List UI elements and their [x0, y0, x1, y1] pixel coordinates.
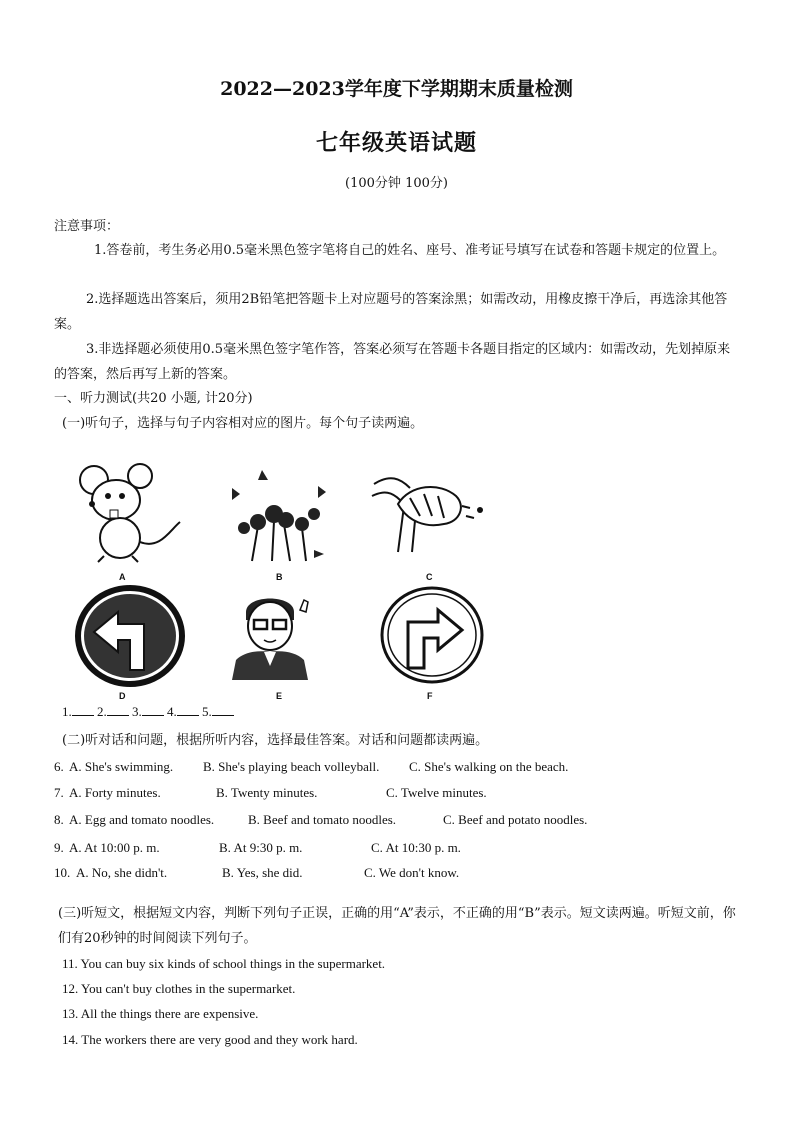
blank-label-2: 2.: [97, 704, 107, 719]
section-listening-title: 一、听力测试(共20 小题, 计20分): [54, 391, 253, 406]
picture-label-c: C: [426, 572, 433, 582]
q7-option-b: B. Twenty minutes.: [216, 785, 318, 800]
exam-time-score: (100分钟 100分): [345, 176, 448, 191]
blank-label-4: 4.: [167, 704, 177, 719]
q14: 14. The workers there are very good and they work hard.: [62, 1032, 358, 1047]
q7-option-c: C. Twelve minutes.: [386, 785, 487, 800]
q12: 12. You can't buy clothes in the supermarket.: [62, 981, 296, 996]
q10-num: 10.: [54, 865, 71, 880]
notes-heading: 注意事项：: [54, 219, 120, 234]
blank-label-5: 5.: [202, 704, 212, 719]
q6-option-c: C. She's walking on the beach.: [409, 759, 569, 774]
q6-option-b: B. She's playing beach volleyball.: [203, 759, 380, 774]
q10-option-b: B. Yes, she did.: [222, 865, 303, 880]
picture-label-a: A: [119, 572, 126, 582]
q9-option-a: A. At 10:00 p. m.: [69, 840, 160, 855]
blank-5[interactable]: [212, 715, 234, 716]
q8-num: 8.: [54, 812, 64, 827]
blank-3[interactable]: [142, 715, 164, 716]
teacher-man-icon: [224, 590, 324, 680]
q10-option-c: C. We don't know.: [364, 865, 460, 880]
blank-1[interactable]: [72, 715, 94, 716]
part2-title: (二)听对话和问题，根据所听内容，选择最佳答案。对话和问题都读两遍。: [62, 733, 489, 748]
exam-title: 2022—2023学年度下学期期末质量检测: [220, 78, 573, 100]
q6-option-a: A. She's swimming.: [69, 759, 174, 774]
part1-title: (一)听句子，选择与句子内容相对应的图片。每个句子读两遍。: [62, 416, 424, 431]
flowers-butterflies-icon: [222, 466, 337, 566]
q8-option-c: C. Beef and potato noodles.: [443, 812, 588, 827]
q9-option-b: B. At 9:30 p. m.: [219, 840, 303, 855]
left-turn-sign-icon: [74, 584, 186, 688]
q8-option-b: B. Beef and tomato noodles.: [248, 812, 397, 827]
blank-4[interactable]: [177, 715, 199, 716]
q11: 11. You can buy six kinds of school things in the supermarket.: [62, 956, 386, 971]
picture-label-f: F: [427, 691, 433, 701]
q8-option-a: A. Egg and tomato noodles.: [69, 812, 215, 827]
exam-subject: 七年级英语试题: [315, 130, 477, 156]
note-item-3: 3.非选择题必须使用0.5毫米黑色签字笔作答，答案必须写在答题卡各题目指定的区域内：如需改动，先划掉原来的答案，然后再写上新的答案。: [54, 342, 731, 382]
note-item-1: 1.答卷前，考生务必用0.5毫米黑色签字笔将自己的姓名、座号、准考证号填写在试卷和答题卡规定的位置上。: [94, 243, 726, 258]
mouse-icon: [70, 460, 190, 565]
blank-label-1: 1.: [62, 704, 72, 719]
q7-num: 7.: [54, 785, 64, 800]
q9-option-c: C. At 10:30 p. m.: [371, 840, 461, 855]
picture-label-d: D: [119, 691, 126, 701]
right-turn-sign-icon: [378, 584, 486, 686]
q6-num: 6.: [54, 759, 64, 774]
q9-num: 9.: [54, 840, 64, 855]
answer-blanks: [62, 704, 234, 720]
q10-option-a: A. No, she didn't.: [76, 865, 168, 880]
picture-label-b: B: [276, 572, 283, 582]
q13: 13. All the things there are expensive.: [62, 1006, 259, 1021]
picture-label-e: E: [276, 691, 283, 701]
blank-label-3: 3.: [132, 704, 142, 719]
blank-2[interactable]: [107, 715, 129, 716]
q7-option-a: A. Forty minutes.: [69, 785, 161, 800]
part3-title: (三)听短文，根据短文内容，判断下列句子正误，正确的用“A”表示，不正确的用“B”表示。短文读两遍。听短文前，你们有20秒钟的时间阅读下列句子。: [58, 906, 736, 946]
windy-tree-icon: [370, 466, 490, 566]
note-item-2: 2.选择题选出答案后，须用2B铅笔把答题卡上对应题号的答案涂黑；如需改动，用橡皮擦干净后，再选涂其他答案。: [54, 292, 728, 332]
